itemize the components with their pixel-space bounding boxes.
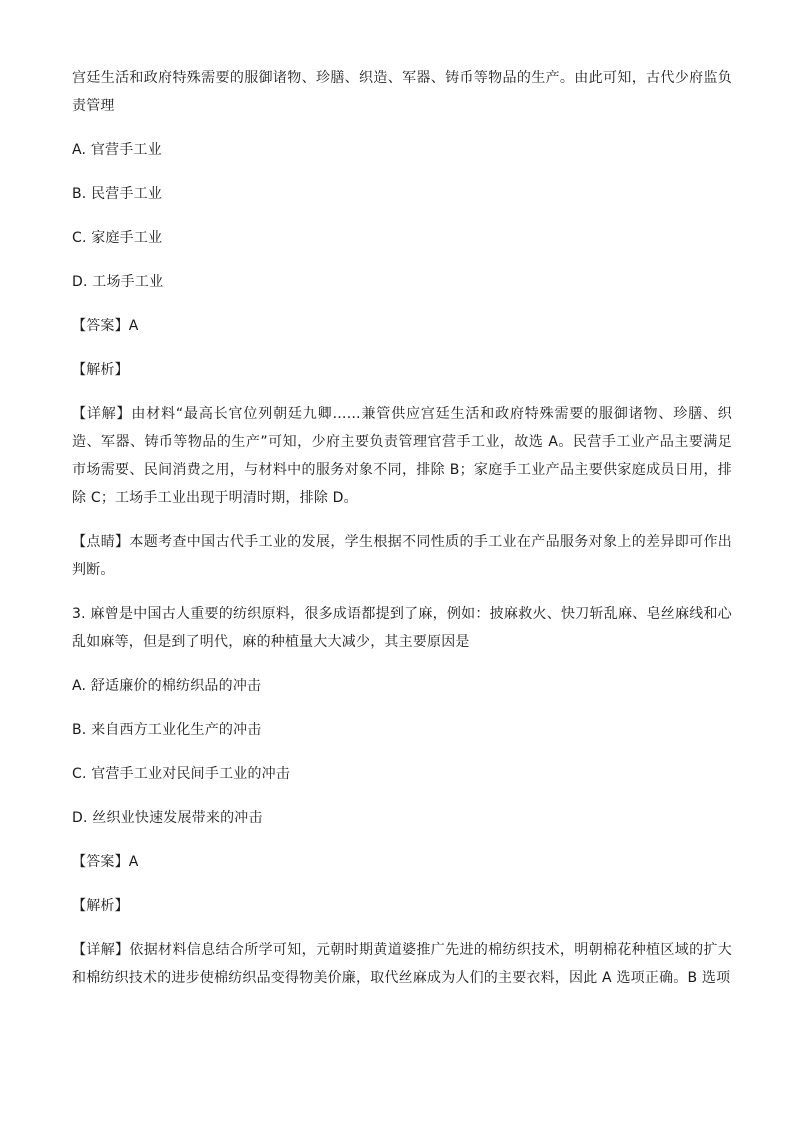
document-page: [72, 64, 732, 992]
q3-answer: 【答案】A: [72, 854, 139, 870]
q2-option-a: A. 官营手工业: [72, 142, 162, 158]
q3-option-a: A. 舒适廉价的棉纺织品的冲击: [72, 678, 262, 694]
q3-analysis-heading: 【解析】: [72, 898, 129, 914]
question-3-stem: 3. 麻曾是中国古人重要的纺织原料，很多成语都提到了麻，例如：披麻救火、快刀斩乱麻、皂丝麻线和心乱如麻等，但是到了明代，麻的种植量大大减少，其主要原因是: [72, 606, 732, 650]
q3-option-b: B. 来自西方工业化生产的冲击: [72, 722, 262, 738]
q2-option-d: D. 工场手工业: [72, 274, 164, 290]
q2-detail: 【详解】由材料“最高长官位列朝廷九卿……兼管供应宫廷生活和政府特殊需要的服御诸物、珍膳、织造、军器、铸币等物品的生产”可知，少府主要负责管理官营手工业，故选 A。民营手工业产品主要满足市场需要、民间消费之用，与材料中的服务对象不同，排除 B；家庭手工业产品主要供家庭成员日用，排除 C；工场手工业出现于明清时期，排除 D。: [72, 406, 732, 506]
question-2-stem-tail: 宫廷生活和政府特殊需要的服御诸物、珍膳、织造、军器、铸币等物品的生产。由此可知，古代少府监负责管理: [72, 70, 732, 114]
q3-option-c: C. 官营手工业对民间手工业的冲击: [72, 766, 291, 782]
q2-answer: 【答案】A: [72, 318, 139, 334]
q2-option-b: B. 民营手工业: [72, 186, 163, 202]
q2-comment: 【点睛】本题考查中国古代手工业的发展，学生根据不同性质的手工业在产品服务对象上的差异即可作出判断。: [72, 534, 732, 578]
q3-option-d: D. 丝织业快速发展带来的冲击: [72, 810, 263, 826]
q3-detail: 【详解】依据材料信息结合所学可知，元朝时期黄道婆推广先进的棉纺织技术，明朝棉花种植区域的扩大和棉纺织技术的进步使棉纺织品变得物美价廉，取代丝麻成为人们的主要衣料，因此 A 选项正确。B 选项: [72, 942, 732, 986]
q2-analysis-heading: 【解析】: [72, 362, 129, 378]
q2-option-c: C. 家庭手工业: [72, 230, 163, 246]
